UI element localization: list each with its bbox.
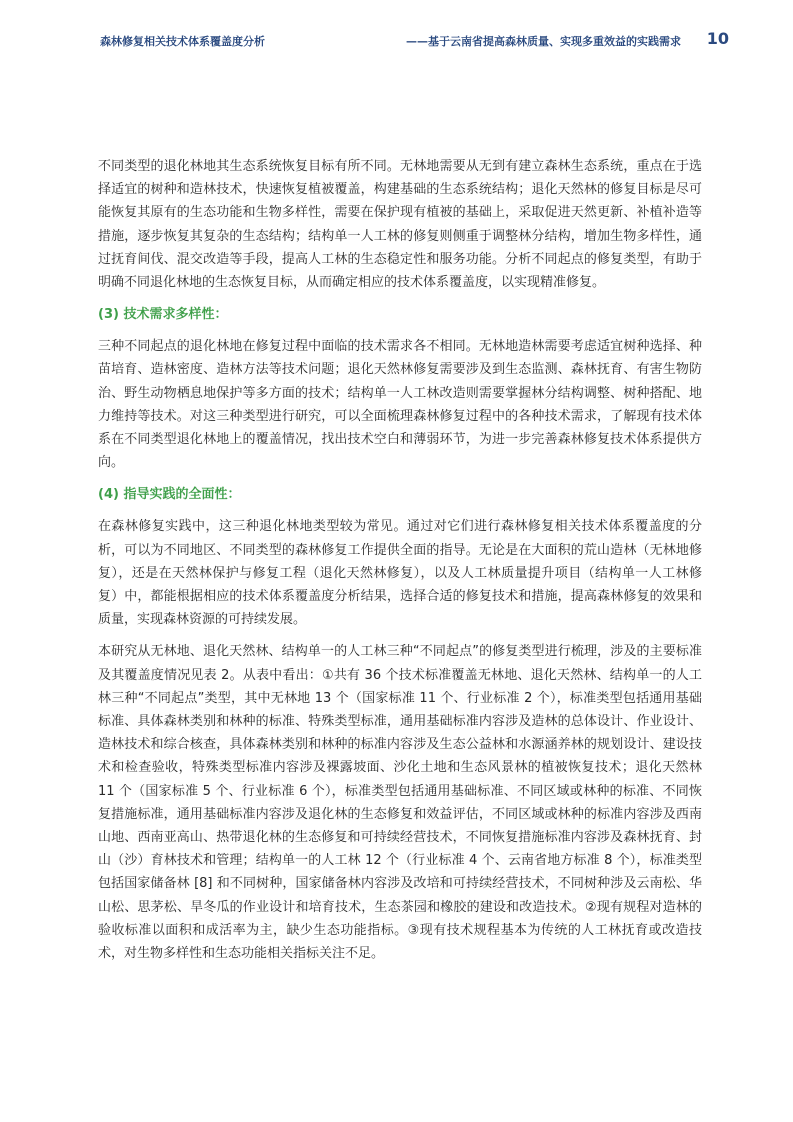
body-text xyxy=(98,155,702,974)
paragraph-standards-coverage: 本研究从无林地、退化天然林、结构单一的人工林三种“不同起点”的修复类型进行梳理，涉及的主要标准及其覆盖度情况见表 2。从表中看出：①共有 36 个技术标准覆盖无林地、退化天然林、结构单一的人工林三种“不同起点”类型，其中无林地 13 个（国家标准 11 个、行业标准 2 个），标准类型包括通用基础标准、具体森林类别和林种的标准、特殊类型标准，通用基础标准内容涉及造林的总体设计、作业设计、造林技术和综合核查，具体森林类别和林种的标准内容涉及生态公益林和水源涵养林的规划设计、建设技术和检查验收，特殊类型标准内容涉及裸露坡面、沙化土地和生态风景林的植被恢复技术；退化天然林 11 个（国家标准 5 个、行业标准 6 个），标准类型包括通用基础标准、不同区域或林种的标准、不同恢复措施标准，通用基础标准内容涉及退化林的生态修复和效益评估，不同区域或林种的标准内容涉及西南山地、西南亚高山、热带退化林的生态修复和可持续经营技术，不同恢复措施标准内容涉及森林抚育、封山（沙）育林技术和管理；结构单一的人工林 12 个（行业标准 4 个、云南省地方标准 8 个），标准类型包括国家储备林 [8] 和不同树种，国家储备林内容涉及改培和可持续经营技术，不同树种涉及云南松、华山松、思茅松、旱冬瓜的作业设计和培育技术，生态茶园和橡胶的建设和改造技术。②现有规程对造林的验收标准以面积和成活率为主，缺少生态功能指标。③现有技术规程基本为传统的人工林抚育或改造技术，对生物多样性和生态功能相关指标关注不足。 xyxy=(98,644,702,962)
heading-technical-diversity: (3) 技术需求多样性： xyxy=(98,307,228,323)
paragraph-technical-needs: 三种不同起点的退化林地在修复过程中面临的技术需求各不相同。无林地造林需要考虑适宜树种选择、种苗培育、造林密度、造林方法等技术问题；退化天然林修复需要涉及到生态监测、森林抚育、有害生物防治、野生动物栖息地保护等多方面的技术；结构单一人工林改造则需要掌握林分结构调整、树种搭配、地力维持等技术。对这三种类型进行研究，可以全面梳理森林修复过程中的各种技术需求，了解现有技术体系在不同类型退化林地上的覆盖情况，找出技术空白和薄弱环节，为进一步完善森林修复技术体系提供方向。 xyxy=(98,339,702,471)
page-header xyxy=(0,0,793,52)
page-number: 10 xyxy=(706,29,729,48)
running-title: 森林修复相关技术体系覆盖度分析 xyxy=(100,35,265,48)
paragraph-recovery-goals: 不同类型的退化林地其生态系统恢复目标有所不同。无林地需要从无到有建立森林生态系统，重点在于选择适宜的树种和造林技术，快速恢复植被覆盖，构建基础的生态系统结构；退化天然林的修复目标是尽可能恢复其原有的生态功能和生物多样性，需要在保护现有植被的基础上，采取促进天然更新、补植补造等措施，逐步恢复其复杂的生态结构；结构单一人工林的修复则侧重于调整林分结构，增加生物多样性，通过抚育间伐、混交改造等手段，提高人工林的生态稳定性和服务功能。分析不同起点的修复类型，有助于明确不同退化林地的生态恢复目标，从而确定相应的技术体系覆盖度，以实现精准修复。 xyxy=(98,159,702,291)
running-subtitle: ——基于云南省提高森林质量、实现多重效益的实践需求 xyxy=(406,35,681,48)
heading-practice-guidance: (4) 指导实践的全面性： xyxy=(98,487,241,503)
paragraph-practice: 在森林修复实践中，这三种退化林地类型较为常见。通过对它们进行森林修复相关技术体系覆盖度的分析，可以为不同地区、不同类型的森林修复工作提供全面的指导。无论是在大面积的荒山造林（无林地修复），还是在天然林保护与修复工程（退化天然林修复），以及人工林质量提升项目（结构单一人工林修复）中，都能根据相应的技术体系覆盖度分析结果，选择合适的修复技术和措施，提高森林修复的效果和质量，实现森林资源的可持续发展。 xyxy=(98,519,702,628)
